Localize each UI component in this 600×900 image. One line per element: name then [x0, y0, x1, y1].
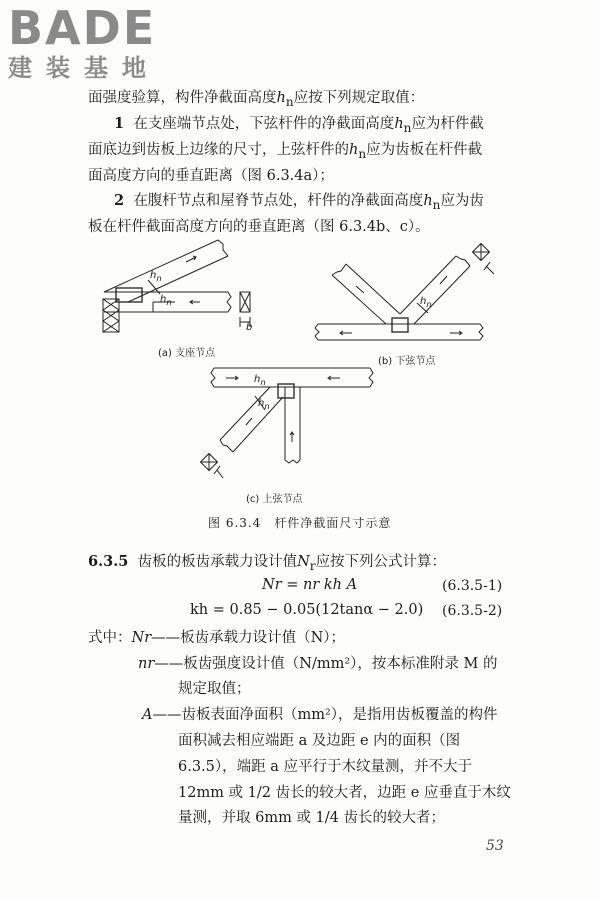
label-b: b [246, 322, 253, 333]
def-symbol-Nr: Nr [131, 630, 152, 646]
def-text-A-1: ——齿板表面净面积（mm²），是指用齿板覆盖的构件 [152, 707, 498, 723]
force-arrow [190, 300, 200, 304]
label-sub: n [426, 299, 432, 309]
symbol-sub: n [285, 94, 294, 109]
break-line [227, 292, 231, 312]
def-A-line-3: 6.3.5），端距 a 应平行于木纹量测，并不大于 [178, 759, 473, 775]
def-A [142, 705, 498, 725]
symbol-sub: n [403, 120, 412, 135]
logo-subtitle: 建装基地 [8, 54, 160, 82]
symbol-h: h [423, 193, 433, 209]
web-edge [346, 264, 400, 314]
force-arrow [340, 331, 352, 335]
force-arrow [226, 376, 238, 380]
label-sub: n [260, 377, 266, 387]
item1-number: 1 [114, 115, 125, 132]
def-lead-text: 式中： [88, 630, 132, 646]
symbol-sub: r [309, 558, 316, 573]
def-text-nr: ——板齿强度设计值（N/mm²），按本标准附录 M 的 [154, 656, 498, 672]
tooth-plate [392, 318, 408, 332]
break-line [369, 368, 373, 387]
symbol-h: h [349, 142, 359, 158]
section-box [473, 244, 490, 261]
caption-c: (c) 上弦节点 [246, 494, 303, 505]
web-edge [414, 266, 470, 324]
logo-brand: BADE [8, 1, 157, 55]
dimension-tick [486, 266, 494, 274]
label-h: h [254, 374, 261, 385]
figure-caption: 图 6.3.4 杆件净截面尺寸示意 [208, 516, 392, 530]
force-arrow [328, 376, 340, 380]
item1-text-a: 在支座端节点处，下弦杆件的净截面高度 [133, 116, 395, 132]
def-A-line-5: 量测，并取 6mm 或 1/4 齿长的较大者； [178, 810, 445, 826]
label-h: h [150, 270, 157, 281]
force-arrow [246, 418, 252, 425]
label-hn-c2 [258, 398, 270, 411]
break-line [220, 440, 233, 452]
equation-1: Nr = nr kh A [262, 577, 358, 593]
top-chord-edge [128, 256, 228, 302]
label-sub: n [264, 401, 270, 411]
caption-b: (b) 下弦节点 [378, 356, 436, 367]
symbol-sub: n [358, 146, 367, 161]
item1-text-b: 应为杆件截 [411, 116, 484, 132]
diagram-bottom-chord-joint [315, 244, 494, 340]
web-edge [220, 387, 270, 440]
tooth-plate [278, 384, 294, 398]
def-nr-cont: 规定取值； [178, 681, 251, 697]
caption-a: (a) 支座节点 [158, 348, 216, 359]
section-text-a: 齿板的板齿承载力设计值 [137, 554, 298, 570]
def-lead [88, 628, 345, 648]
item1-text-d: 应为齿板在杆件截 [366, 142, 483, 158]
item1-line-3: 面高度方向的垂直距离（图 6.3.4a）； [88, 168, 334, 184]
label-sub: n [156, 273, 162, 283]
dimension-tick [217, 470, 223, 478]
label-hn-c1 [254, 374, 266, 387]
label-hn-a2 [160, 294, 172, 307]
equation-2-number: (6.3.5-2) [442, 603, 503, 619]
break-line [211, 368, 215, 387]
para-line-1-text: 面强度验算，构件净截面高度 [88, 90, 277, 106]
symbol-sub: n [432, 197, 441, 212]
symbol-h: h [394, 116, 404, 132]
label-hn-b [420, 296, 432, 309]
page-number: 53 [486, 838, 504, 854]
force-arrow [440, 276, 447, 284]
item2-number: 2 [114, 192, 125, 209]
force-arrow [186, 256, 196, 262]
force-arrow [290, 432, 294, 442]
symbol-h: h [276, 90, 286, 106]
para-line-1-end: 应按下列规定取值： [293, 90, 425, 106]
def-nr [138, 654, 497, 674]
section-box [201, 454, 218, 471]
force-arrow [450, 331, 462, 335]
top-chord-edge [104, 240, 218, 292]
break-line [479, 324, 483, 340]
item2-text-a: 在腹杆节点和屋脊节点处，杆件的净截面高度 [133, 193, 424, 209]
def-text-Nr: ——板齿承载力设计值（N）； [151, 630, 346, 646]
tooth-plate [116, 288, 142, 302]
section-text-b: 应按下列公式计算： [315, 554, 447, 570]
section-number: 6.3.5 [88, 553, 129, 570]
def-symbol-nr: nr [138, 656, 155, 672]
label-h: h [258, 398, 265, 409]
break-line [218, 240, 228, 256]
symbol-N: N [297, 554, 310, 570]
item2-text-b: 应为齿 [440, 193, 484, 209]
label-hn-a1 [150, 270, 162, 283]
force-arrow [356, 286, 364, 293]
def-A-line-2: 面积减去相应端距 a 及边距 e 内的面积（图 [178, 733, 461, 749]
label-h: h [420, 296, 427, 307]
web-edge [332, 275, 386, 324]
def-symbol-A: A [142, 707, 153, 723]
break-line [332, 264, 346, 275]
item2-line-2: 板在杆件截面高度方向的垂直距离（图 6.3.4b、c）。 [88, 219, 430, 235]
equation-1-number: (6.3.5-1) [442, 578, 503, 594]
break-line [285, 460, 300, 463]
label-sub: n [166, 297, 172, 307]
label-h: h [160, 294, 167, 305]
break-line [315, 324, 319, 340]
section-heading [88, 552, 446, 576]
diagram-support-joint [103, 240, 253, 333]
item1-text-c: 面底边到齿板上边缘的尺寸，上弦杆件的 [88, 142, 349, 158]
diagram-top-chord-joint [201, 368, 373, 478]
break-line [456, 256, 470, 266]
def-A-line-4: 12mm 或 1/2 齿长的较大者，边距 e 应垂直于木纹 [178, 785, 511, 801]
equation-2: kh = 0.85 − 0.05(12tanα − 2.0) [190, 602, 424, 618]
